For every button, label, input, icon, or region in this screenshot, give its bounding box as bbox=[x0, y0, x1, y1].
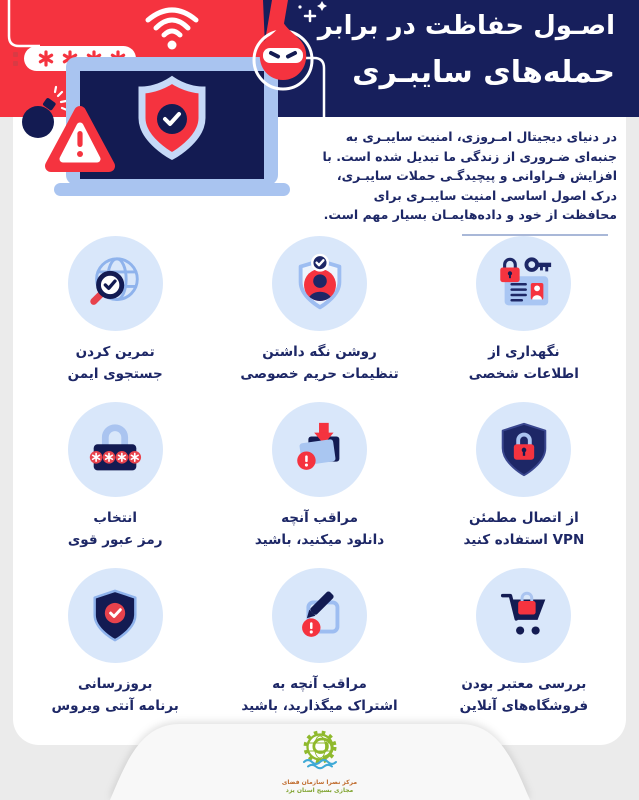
tip-vpn bbox=[422, 396, 626, 562]
password-lock-icon bbox=[84, 419, 146, 481]
tip-circle bbox=[68, 568, 163, 663]
tip-caption: بروزرسانی برنامه آنتی ویروس bbox=[51, 676, 179, 714]
key-icon bbox=[526, 259, 551, 271]
tip-circle bbox=[476, 402, 571, 497]
shield-user-icon bbox=[289, 253, 351, 315]
tip-circle bbox=[68, 236, 163, 331]
tip-safe-search bbox=[13, 230, 217, 396]
tip-antivirus bbox=[13, 562, 217, 728]
tip-caption: مراقب آنچه به اشتراک میگذارید، باشید bbox=[241, 676, 398, 714]
tip-caption: تمرین کردن جستجوی ایمن bbox=[67, 344, 163, 382]
tip-circle bbox=[68, 402, 163, 497]
tip-downloads bbox=[217, 396, 421, 562]
logo-emblem-icon bbox=[297, 729, 343, 775]
tip-personal-info bbox=[422, 230, 626, 396]
tips-grid bbox=[13, 230, 626, 728]
tip-sharing bbox=[217, 562, 421, 728]
tip-circle bbox=[476, 236, 571, 331]
organization-logo bbox=[250, 729, 390, 795]
tip-circle bbox=[476, 568, 571, 663]
logo-caption-line2: مجازی بسیج استان یزد bbox=[285, 787, 354, 794]
tip-circle bbox=[272, 236, 367, 331]
tip-caption: نگهداری از اطلاعات شخصی bbox=[468, 344, 579, 382]
tip-strong-password bbox=[13, 396, 217, 562]
alert-badge bbox=[302, 618, 320, 636]
logo-waves bbox=[304, 760, 336, 768]
padlock-icon bbox=[500, 259, 519, 282]
id-card-key-icon bbox=[493, 253, 555, 315]
logo-caption-line1: مرکز نصرا سازمان فضای bbox=[281, 779, 358, 786]
padlock-icon bbox=[518, 593, 535, 614]
tip-caption: روشن نگه داشتن تنظیمات حریم خصوصی bbox=[240, 344, 399, 382]
shield-check-icon bbox=[84, 585, 146, 647]
tip-caption: مراقب آنچه دانلود میکنید، باشید bbox=[254, 510, 385, 548]
cart-lock-icon bbox=[493, 585, 555, 647]
page-title-line1: اصـول حفاظت در برابر bbox=[317, 11, 615, 41]
tip-caption: از اتصال مطمئن VPN استفاده کنید bbox=[463, 510, 585, 548]
folder-download-icon bbox=[289, 419, 351, 481]
intro-paragraph bbox=[317, 127, 617, 244]
pencil-share-icon bbox=[289, 585, 351, 647]
photo-badge bbox=[531, 283, 544, 299]
tip-caption: انتخاب رمز عبور قوی bbox=[67, 510, 163, 548]
page-title-line2: حمله‌های سایبـری bbox=[352, 55, 615, 90]
page-title bbox=[318, 4, 615, 98]
intro-text: در دنیای دیجیتال امـروزی، امنیت سایبـری به جنبه‌ای ضـروری از زندگی ما تبدیل شده است. با افزایش فـراوانی و پیچیدگـی حملات سایبـری، درک اصول اساسی امنیت سایبـری برای محافظت از خود و داده‌هایمـان بسیار مهم است. bbox=[322, 129, 617, 222]
intro-underline bbox=[462, 234, 608, 236]
tip-privacy-settings bbox=[217, 230, 421, 396]
tip-caption: بررسی معتبر بودن فروشگاه‌های آنلاین bbox=[459, 676, 589, 714]
tip-online-stores bbox=[422, 562, 626, 728]
alert-badge bbox=[297, 451, 315, 469]
tip-circle bbox=[272, 568, 367, 663]
globe-search-icon bbox=[84, 253, 146, 315]
shield-vpn-lock-icon bbox=[493, 419, 555, 481]
tip-circle bbox=[272, 402, 367, 497]
